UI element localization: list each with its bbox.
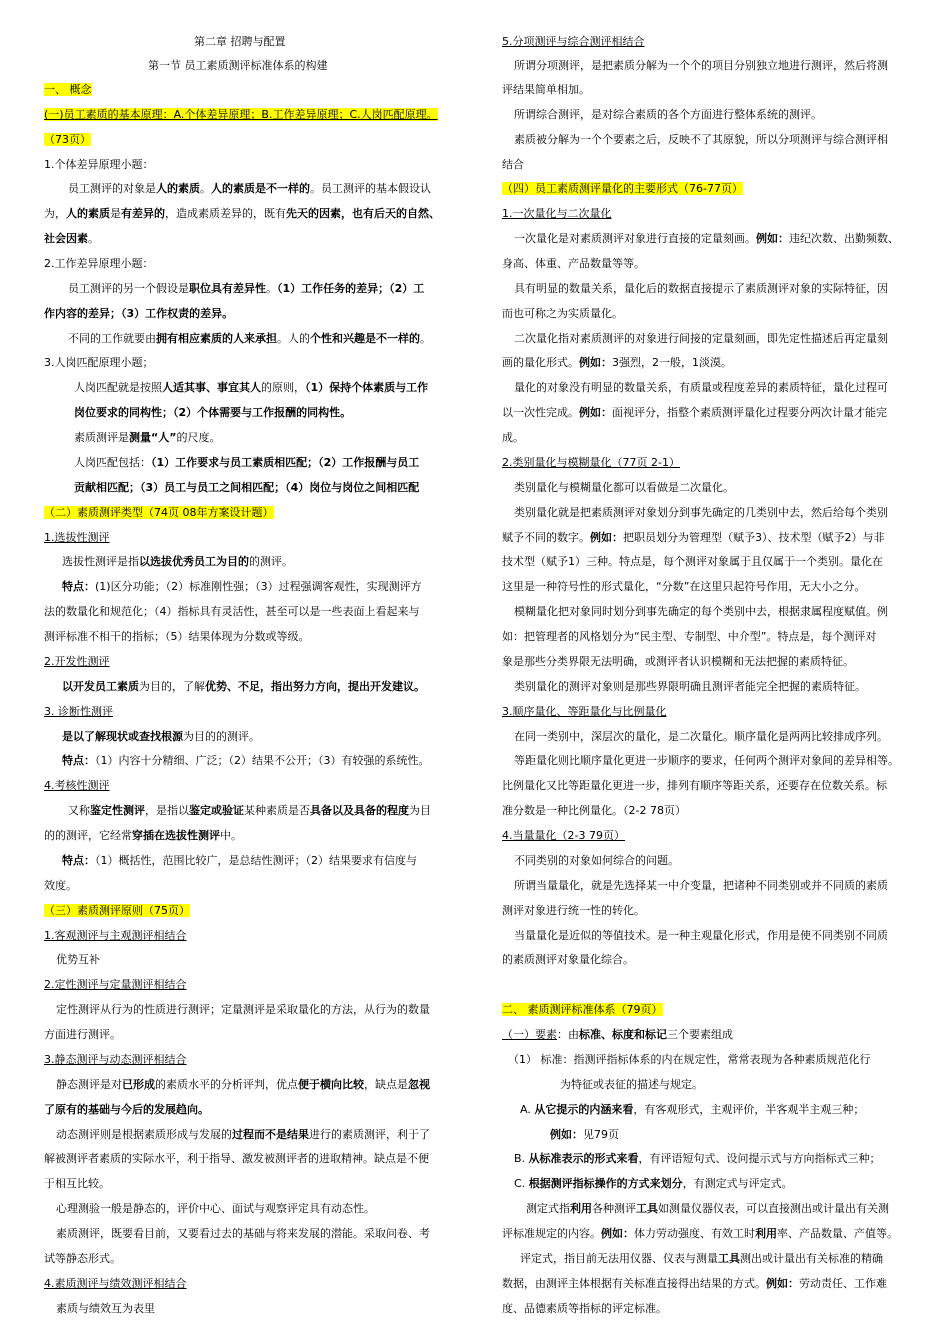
text-line: 3.静态测评与动态测评相结合 bbox=[44, 1053, 187, 1066]
text-line: 4.素质测评与绩效测评相结合 bbox=[44, 1277, 187, 1290]
text-line: 结合 bbox=[502, 158, 524, 171]
text-line: 1.一次量化与二次量化 bbox=[502, 207, 612, 220]
text-line: 评定式，指目前无法用仪器、仪表与测量工具测出或计量出有关标准的精确 bbox=[520, 1252, 883, 1265]
left-line bbox=[44, 878, 77, 894]
right-line bbox=[514, 331, 888, 347]
right-line bbox=[514, 107, 822, 123]
left-line bbox=[44, 704, 113, 720]
right-line bbox=[502, 34, 645, 50]
text-line: 测定式指利用各种测评工具如测量仪器仪表，可以直接测出或计量出有关测 bbox=[526, 1202, 889, 1215]
text-line: 当量量化是近似的等值技术。是一种主观量化形式，作用是使不同类别不同质 bbox=[514, 929, 888, 942]
right-line bbox=[514, 1151, 881, 1167]
text-line: 作内容的差异；（3）工作权责的差异。 bbox=[44, 307, 234, 320]
text-line: 等距量化则比顺序量化更进一步顺序的要求，任何两个测评对象间的差异相等。 bbox=[514, 754, 899, 767]
left-line bbox=[44, 1176, 110, 1192]
right-line bbox=[502, 157, 524, 173]
right-line bbox=[502, 952, 634, 968]
text-line: 3.顺序量化、等距量化与比例量化 bbox=[502, 705, 667, 718]
text-line: 成。 bbox=[502, 431, 524, 444]
left-line bbox=[74, 480, 419, 496]
left-line bbox=[44, 1251, 121, 1267]
right-line bbox=[514, 878, 888, 894]
text-line: 静态测评是对已形成的素质水平的分析评判，优点便于横向比较，缺点是忽视 bbox=[56, 1078, 430, 1091]
right-line bbox=[502, 803, 686, 819]
right-line bbox=[502, 1027, 733, 1043]
right-line bbox=[514, 679, 866, 695]
left-line bbox=[62, 579, 422, 595]
text-line: 员工测评的另一个假设是职位具有差异性。（1）工作任务的差异；（2）工 bbox=[68, 282, 425, 295]
text-line: 法的数量化和规范化；（4）指标具有灵活性，甚至可以是一些表面上看起来与 bbox=[44, 605, 420, 618]
left-line bbox=[44, 306, 233, 322]
text-line: 定性测评从行为的性质进行测评；定量测评是采取量化的方法，从行为的数量 bbox=[56, 1003, 430, 1016]
text-line: 4.当量量化（2-3 79页） bbox=[502, 829, 625, 842]
text-line: 于相互比较。 bbox=[44, 1177, 110, 1190]
text-line: 度、品德素质等指标的评定标准。 bbox=[502, 1302, 667, 1315]
text-line: 所谓综合测评，是对综合素质的各个方面进行整体系统的测评。 bbox=[514, 108, 822, 121]
right-line bbox=[502, 579, 865, 595]
text-line: 模糊量化把对象同时划分到事先确定的每个类别中去，根据隶属程度赋值。例 bbox=[514, 605, 888, 618]
text-line: 为特征或表征的描述与规定。 bbox=[560, 1078, 703, 1091]
right-line bbox=[550, 1127, 619, 1143]
right-line bbox=[502, 530, 885, 546]
left-line bbox=[194, 34, 286, 50]
left-line bbox=[56, 1127, 430, 1143]
right-line bbox=[526, 1201, 889, 1217]
text-line: C. 根据测评指标操作的方式来划分，有测定式与评定式。 bbox=[514, 1177, 793, 1190]
text-line: 不同的工作就要由拥有相应素质的人来承担。人的个性和兴趣是不一样的。 bbox=[68, 332, 431, 345]
right-line bbox=[514, 231, 899, 247]
text-line: A. 从它提示的内涵来看，有客观形式，主观评价，半客观半主观三种； bbox=[520, 1103, 865, 1116]
text-line: 第一节 员工素质测评标准体系的构建 bbox=[148, 59, 328, 72]
text-line: 优势互补 bbox=[56, 953, 100, 966]
right-line bbox=[502, 1301, 667, 1317]
right-line bbox=[514, 505, 888, 521]
right-line bbox=[520, 1102, 864, 1118]
left-line bbox=[44, 903, 190, 919]
text-line: 特点：（1）概括性，范围比较广，是总结性测评；（2）结果要求有信度与 bbox=[62, 854, 417, 867]
left-line bbox=[74, 455, 419, 471]
left-line bbox=[68, 803, 431, 819]
text-line: 2.开发性测评 bbox=[44, 655, 110, 668]
right-line bbox=[502, 256, 645, 272]
text-line: 选拔性测评是指以选拔优秀员工为目的的测评。 bbox=[62, 555, 293, 568]
left-line bbox=[44, 977, 187, 993]
text-line: 素质与绩效互为表里 bbox=[56, 1302, 155, 1315]
text-line: （二）素质测评类型（74页 08年方案设计题） bbox=[44, 506, 274, 519]
text-line: （73页） bbox=[44, 133, 91, 146]
right-line bbox=[514, 480, 734, 496]
text-line: 方面进行测评。 bbox=[44, 1028, 121, 1041]
right-line bbox=[520, 1251, 883, 1267]
text-line: 类别量化的测评对象则是那些界限明确且测评者能完全把握的素质特征。 bbox=[514, 680, 866, 693]
right-line bbox=[514, 58, 888, 74]
text-line: 了原有的基础与今后的发展趋向。 bbox=[44, 1103, 209, 1116]
text-line: 岗位要求的同构性；（2）个体需要与工作报酬的同构性。 bbox=[74, 406, 352, 419]
text-line: 社会因素。 bbox=[44, 232, 99, 245]
left-line bbox=[62, 729, 260, 745]
left-line bbox=[56, 1226, 430, 1242]
text-line: 素质测评，既要看目前，又要看过去的基础与将来发展的潜能。采取问卷、考 bbox=[56, 1227, 430, 1240]
right-line bbox=[502, 306, 623, 322]
text-line: 一次量化是对素质测评对象进行直接的定量刻画。例如：违纪次数、出勤频数、 bbox=[514, 232, 899, 245]
text-line: 3. 诊断性测评 bbox=[44, 705, 113, 718]
right-line bbox=[502, 629, 876, 645]
right-line bbox=[502, 405, 887, 421]
left-line bbox=[62, 679, 425, 695]
left-line bbox=[44, 530, 110, 546]
left-line bbox=[44, 1052, 187, 1068]
text-line: 为，人的素质是有差异的，造成素质差异的，既有先天的因素，也有后天的自然、 bbox=[44, 207, 440, 220]
left-line bbox=[56, 1301, 155, 1317]
text-line: 例如：见79页 bbox=[550, 1128, 619, 1141]
text-line: 技术型（赋予1）三种。特点是，每个测评对象属于且仅属于一个类别。量化在 bbox=[502, 555, 883, 568]
right-line bbox=[502, 1226, 898, 1242]
right-line bbox=[514, 729, 888, 745]
right-line bbox=[502, 554, 883, 570]
left-line bbox=[62, 853, 417, 869]
left-line bbox=[44, 206, 440, 222]
text-line: 解被测评者素质的实际水平，利于指导、激发被测评者的进取精神。缺点是不便 bbox=[44, 1152, 429, 1165]
text-line: 二次量化指对素质测评的对象进行间接的定量刻画，即先定性描述后再定量刻 bbox=[514, 332, 888, 345]
right-line bbox=[502, 181, 743, 197]
text-line: 以开发员工素质为目的，了解优势、不足，指出努力方向，提出开发建议。 bbox=[62, 680, 425, 693]
left-line bbox=[74, 380, 428, 396]
text-line: 身高、体重、产品数量等等。 bbox=[502, 257, 645, 270]
text-line: 而也可称之为实质量化。 bbox=[502, 307, 623, 320]
text-line: 准分数是一种比例量化。（2-2 78页） bbox=[502, 804, 686, 817]
text-line: 测评对象进行统一性的转化。 bbox=[502, 904, 645, 917]
left-line bbox=[44, 629, 310, 645]
left-line bbox=[44, 82, 92, 98]
text-line: 特点：(1)区分功能；（2）标准刚性强；（3）过程强调客观性，实现测评方 bbox=[62, 580, 422, 593]
text-line: 比例量化又比等距量化更进一步，排列有顺序等距关系，还要存在位数关系。标 bbox=[502, 779, 887, 792]
text-line: 1.个体差异原理小题： bbox=[44, 158, 154, 171]
right-line bbox=[502, 704, 667, 720]
text-line: （三）素质测评原则（75页） bbox=[44, 904, 190, 917]
text-line: 评结果简单相加。 bbox=[502, 83, 590, 96]
left-line bbox=[44, 505, 274, 521]
right-line bbox=[502, 828, 625, 844]
left-line bbox=[44, 604, 420, 620]
text-line: 2.类别量化与模糊量化（77页 2-1） bbox=[502, 456, 680, 469]
text-line: 素质被分解为一个个要素之后，反映不了其原貌，所以分项测评与综合测评相 bbox=[514, 133, 888, 146]
text-line: 所谓当量量化，就是先选择某一中介变量，把诸种不同类别或并不同质的素质 bbox=[514, 879, 888, 892]
right-line bbox=[514, 132, 888, 148]
right-line bbox=[502, 654, 854, 670]
left-line bbox=[56, 1201, 375, 1217]
text-line: 员工测评的对象是人的素质。人的素质是不一样的。员工测评的基本假设认 bbox=[68, 182, 431, 195]
text-line: 评标准规定的内容。例如：体力劳动强度、有效工时利用率、产品数量、产值等。 bbox=[502, 1227, 898, 1240]
right-line bbox=[514, 281, 888, 297]
left-line bbox=[56, 952, 100, 968]
text-line: (一)员工素质的基本原理：A.个体差异原理；B.工作差异原理；C.人岗匹配原理。 bbox=[44, 108, 438, 121]
right-line bbox=[508, 1052, 871, 1068]
left-line bbox=[44, 928, 187, 944]
left-line bbox=[74, 430, 220, 446]
left-line bbox=[44, 1151, 429, 1167]
right-line bbox=[502, 1002, 663, 1018]
right-line bbox=[514, 604, 888, 620]
text-line: 第二章 招聘与配置 bbox=[194, 35, 286, 48]
right-line bbox=[502, 355, 732, 371]
text-line: 类别量化就是把素质测评对象划分到事先确定的几类别中去，然后给每个类别 bbox=[514, 506, 888, 519]
right-line bbox=[502, 455, 680, 471]
right-line bbox=[514, 380, 888, 396]
text-line: 5.分项测评与综合测评相结合 bbox=[502, 35, 645, 48]
text-line: （1） 标准：指测评指标体系的内在规定性，常常表现为各种素质规范化行 bbox=[508, 1053, 871, 1066]
text-line: 不同类别的对象如何综合的问题。 bbox=[514, 854, 679, 867]
text-line: 是以了解现状或查找根源为目的的测评。 bbox=[62, 730, 260, 743]
text-line: 的的测评，它经常穿插在选拔性测评中。 bbox=[44, 829, 242, 842]
text-line: 人岗匹配包括：（1）工作要求与员工素质相匹配；（2）工作报酬与员工 bbox=[74, 456, 420, 469]
left-line bbox=[74, 405, 351, 421]
text-line: B. 从标准表示的形式来看，有评语短句式、设问提示式与方向指标式三种； bbox=[514, 1152, 881, 1165]
left-line bbox=[68, 181, 431, 197]
left-line bbox=[56, 1077, 430, 1093]
left-line bbox=[44, 828, 242, 844]
text-line: 具有明显的数量关系，量化后的数据直接提示了素质测评对象的实际特征，因 bbox=[514, 282, 888, 295]
text-line: 贡献相匹配；（3）员工与员工之间相匹配；（4）岗位与岗位之间相匹配 bbox=[74, 481, 420, 494]
text-line: 在同一类别中，深层次的量化，是二次量化。顺序量化是两两比较排成序列。 bbox=[514, 730, 888, 743]
right-line bbox=[502, 82, 590, 98]
left-line bbox=[44, 778, 110, 794]
text-line: 以一次性完成。例如：面视评分，指整个素质测评量化过程要分两次计量才能完 bbox=[502, 406, 887, 419]
text-line: 象是那些分类界限无法明确，或测评者认识模糊和无法把握的素质特征。 bbox=[502, 655, 854, 668]
text-line: （四）员工素质测评量化的主要形式（76-77页） bbox=[502, 182, 743, 195]
text-line: 赋予不同的数字。例如：把职员划分为管理型（赋予3）、技术型（赋予2）与非 bbox=[502, 531, 885, 544]
text-line: 素质测评是测量“人”的尺度。 bbox=[74, 431, 221, 444]
text-line: 的素质测评对象量化综合。 bbox=[502, 953, 634, 966]
right-line bbox=[502, 1276, 887, 1292]
right-line bbox=[502, 903, 645, 919]
text-line: 量化的对象没有明显的数量关系，有质量或程度差异的素质特征，量化过程可 bbox=[514, 381, 888, 394]
text-line: 1.选拔性测评 bbox=[44, 531, 110, 544]
text-line: 4.考核性测评 bbox=[44, 779, 110, 792]
text-line: 3.人岗匹配原理小题； bbox=[44, 356, 154, 369]
text-line: 特点：（1）内容十分精细、广泛；（2）结果不公开；（3）有较强的系统性。 bbox=[62, 754, 430, 767]
text-line: 效度。 bbox=[44, 879, 77, 892]
text-line: 所谓分项测评，是把素质分解为一个个的项目分别独立地进行测评，然后将测 bbox=[514, 59, 888, 72]
left-line bbox=[44, 231, 99, 247]
right-line bbox=[514, 1176, 793, 1192]
text-line: 一、 概念 bbox=[44, 83, 92, 96]
text-line: 测评标准不相干的指标；（5）结果体现为分数或等级。 bbox=[44, 630, 310, 643]
left-line bbox=[68, 281, 424, 297]
right-line bbox=[514, 753, 899, 769]
text-line: 人岗匹配就是按照人适其事、事宜其人的原则，（1）保持个体素质与工作 bbox=[74, 381, 429, 394]
left-line bbox=[44, 1276, 187, 1292]
left-line bbox=[68, 331, 431, 347]
text-line: 二、 素质测评标准体系（79页） bbox=[502, 1003, 663, 1016]
text-line: 画的量化形式。例如：3强烈，2一般，1淡漠。 bbox=[502, 356, 732, 369]
right-line bbox=[514, 928, 888, 944]
text-line: 数据，由测评主体根据有关标准直接得出结果的方式。例如：劳动责任、工作难 bbox=[502, 1277, 887, 1290]
text-line: 2.定性测评与定量测评相结合 bbox=[44, 978, 187, 991]
text-line: 如：把管理者的风格划分为“民主型、专制型、中介型”。特点是，每个测评对 bbox=[502, 630, 877, 643]
text-line: 1.客观测评与主观测评相结合 bbox=[44, 929, 187, 942]
left-line bbox=[44, 157, 154, 173]
text-line: 试等静态形式。 bbox=[44, 1252, 121, 1265]
left-line bbox=[44, 1102, 209, 1118]
left-line bbox=[148, 58, 328, 74]
left-line bbox=[44, 132, 91, 148]
right-line bbox=[502, 206, 612, 222]
text-line: （一）要素：由标准、标度和标记三个要素组成 bbox=[502, 1028, 733, 1041]
left-line bbox=[44, 355, 154, 371]
text-line: 心理测验一般是静态的，评价中心、面试与观察评定具有动态性。 bbox=[56, 1202, 375, 1215]
left-line bbox=[44, 256, 154, 272]
left-line bbox=[44, 1027, 121, 1043]
right-line bbox=[514, 853, 679, 869]
left-line bbox=[44, 654, 110, 670]
text-line: 这里是一种符号性的形式量化，“分数”在这里只起符号作用，无大小之分。 bbox=[502, 580, 866, 593]
text-line: 类别量化与模糊量化都可以看做是二次量化。 bbox=[514, 481, 734, 494]
left-line bbox=[56, 1002, 430, 1018]
text-line: 动态测评则是根据素质形成与发展的过程而不是结果进行的素质测评，利于了 bbox=[56, 1128, 430, 1141]
text-line: 又称鉴定性测评，是指以鉴定或验证某种素质是否具备以及具备的程度为目 bbox=[68, 804, 431, 817]
right-line bbox=[502, 778, 887, 794]
right-line bbox=[502, 430, 524, 446]
right-line bbox=[560, 1077, 703, 1093]
text-line: 2.工作差异原理小题： bbox=[44, 257, 154, 270]
left-line bbox=[62, 753, 430, 769]
left-line bbox=[62, 554, 293, 570]
left-line bbox=[44, 107, 438, 123]
